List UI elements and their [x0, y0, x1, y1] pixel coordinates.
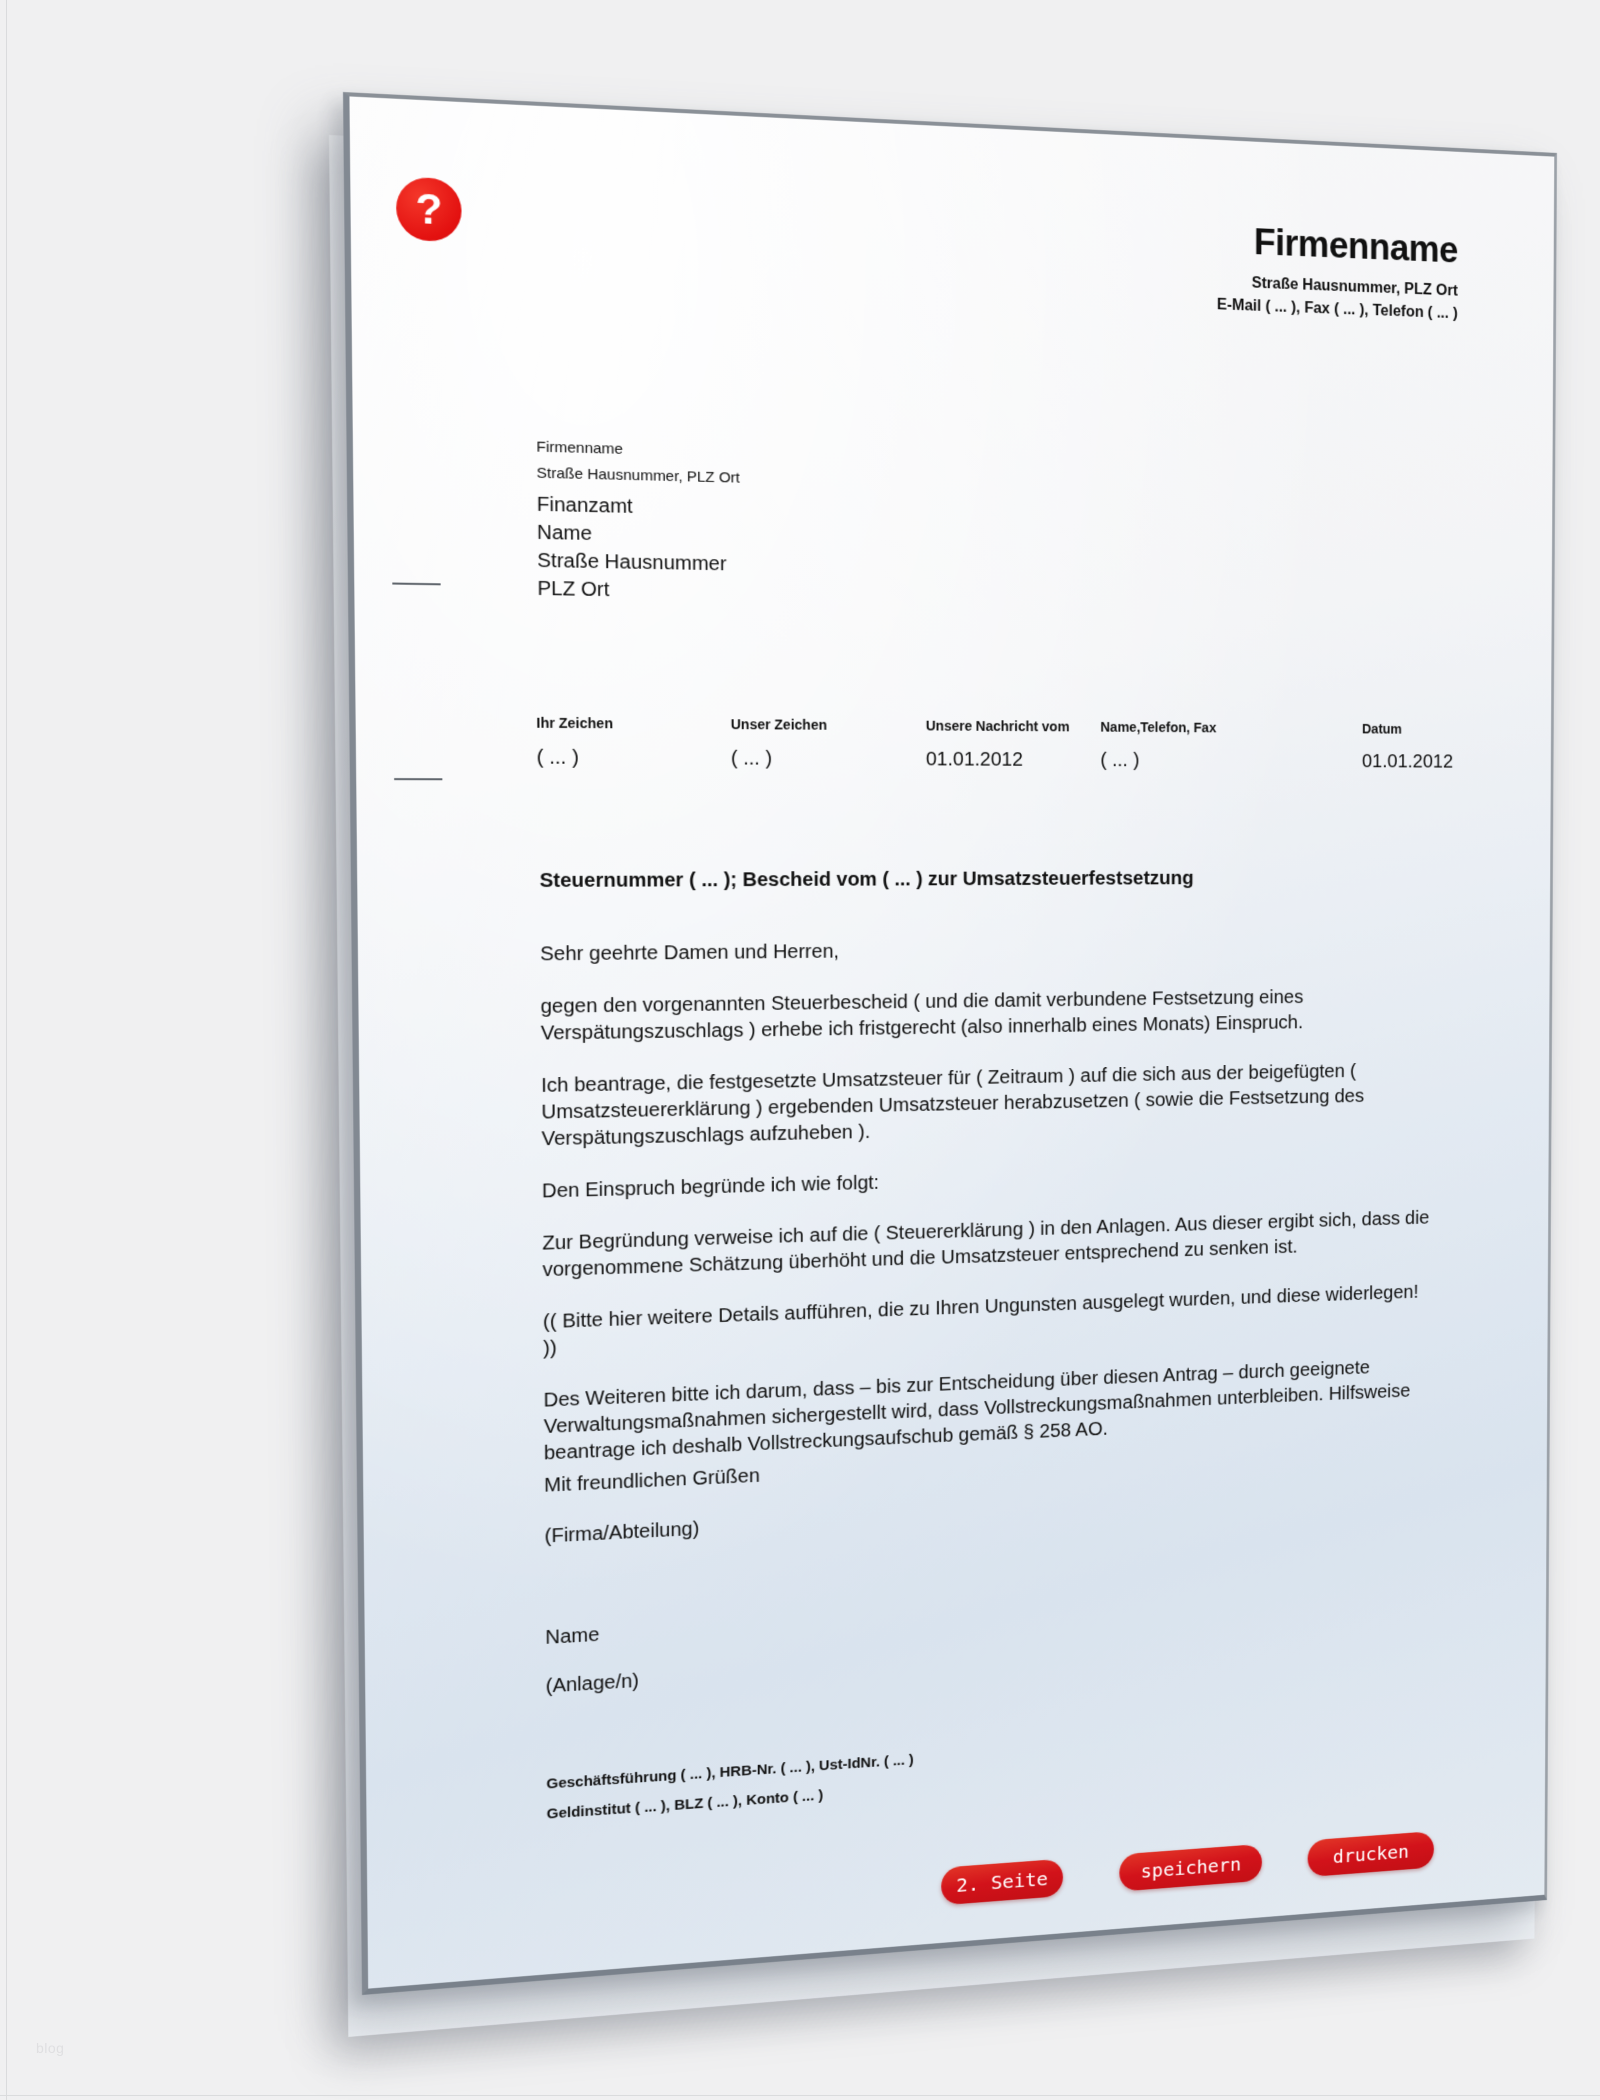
letter-body — [540, 934, 1437, 1492]
reference-line — [536, 715, 1453, 773]
signature-company: (Firma/Abteilung) — [544, 1518, 700, 1548]
ref-label: Datum — [1362, 721, 1402, 737]
signature-name: Name — [545, 1624, 600, 1649]
recipient-line: Name — [536, 521, 593, 545]
body-paragraph: (( Bitte hier weitere Details aufführen, die zu Ihren Ungunsten ausgelegt wurden, und diese widerlegen! )) — [542, 1281, 1419, 1360]
footer-line: Geldinstitut ( ... ), BLZ ( ... ), Konto ( ... ) — [546, 1787, 824, 1823]
ref-col-nachricht-vom — [926, 718, 1101, 772]
body-paragraph: Ich beantrage, die festgesetzte Umsatzsteuer für ( Zeitraum ) auf die sich aus der beigefügten ( Umsatzsteuererklärung ) ergebenden Umsatzsteuer herabzusetzen ( sowie die Festsetzung des Verspätungszuschlags aufzuheben ). — [541, 1060, 1365, 1151]
ref-label: Unsere Nachricht vom — [925, 717, 1070, 735]
letterhead-contact: E-Mail ( ... ), Fax ( ... ), Telefon ( ... ) — [1216, 296, 1458, 323]
ref-col-unser-zeichen — [731, 716, 926, 771]
subject-line: Steuernummer ( ... ); Bescheid vom ( ... ) zur Umsatzsteuerfestsetzung — [539, 868, 1194, 892]
save-button[interactable] — [1119, 1844, 1262, 1892]
sender-line: Straße Hausnummer, PLZ Ort — [536, 464, 740, 487]
recipient-line: Finanzamt — [536, 493, 633, 518]
question-mark-glyph: ? — [415, 184, 443, 234]
watermark: blog — [36, 2040, 65, 2056]
letterhead — [1217, 221, 1458, 326]
button-label: speichern — [1140, 1852, 1242, 1883]
body-paragraph: gegen den vorgenannten Steuerbescheid ( und die damit verbundene Festsetzung eines Verspätungszuschlags ) erhebe ich fristgerecht (also innerhalb eines Monats) Einspruch. — [540, 986, 1304, 1045]
sender-block — [536, 435, 740, 492]
print-button[interactable] — [1308, 1831, 1434, 1877]
ref-col-name-telefon-fax — [1100, 719, 1362, 773]
letterhead-company: Firmenname — [1253, 222, 1459, 272]
help-icon[interactable] — [396, 176, 462, 242]
button-label: drucken — [1332, 1840, 1410, 1868]
fold-mark — [392, 583, 440, 586]
body-paragraph: Des Weiteren bitte ich darum, dass – bis zur Entscheidung über diesen Antrag – durch geeignete Verwaltungsmaßnahmen sichergestellt wird, dass Vollstreckungsmaßnahmen unterbleiben. Hilfsweise beantrage ich deshalb Vollstreckungsaufschub gemäß § 258 AO. — [543, 1357, 1411, 1465]
ref-value: ( ... ) — [730, 747, 773, 770]
ref-value: ( ... ) — [1100, 749, 1140, 771]
button-label: 2. Seite — [956, 1867, 1049, 1897]
recipient-block — [537, 491, 727, 606]
body-paragraph: Den Einspruch begründe ich wie folgt: — [541, 1172, 880, 1203]
footer-line: Geschäftsführung ( ... ), HRB-Nr. ( ... ), Ust-IdNr. ( ... ) — [546, 1751, 914, 1793]
letter-footer — [546, 1745, 914, 1829]
frame-bottom-line — [0, 2095, 1600, 2096]
ref-label: Ihr Zeichen — [536, 714, 614, 732]
ref-col-datum — [1362, 721, 1453, 773]
fold-mark — [394, 778, 442, 780]
ref-value: ( ... ) — [536, 746, 579, 769]
ref-label: Unser Zeichen — [730, 716, 827, 733]
ref-value: 01.01.2012 — [925, 748, 1023, 771]
frame-left-line — [6, 0, 7, 2100]
ref-value: 01.01.2012 — [1361, 751, 1454, 773]
body-paragraph: Zur Begründung verweise ich auf die ( Steuererklärung ) in den Anlagen. Aus dieser ergibt sich, dass die vorgenommene Schätzung überhöht und die Umsatzsteuer entsprechend zu senken ist. — [542, 1207, 1430, 1282]
second-page-button[interactable] — [941, 1859, 1063, 1906]
enclosures-note: (Anlage/n) — [545, 1670, 640, 1698]
letter-page — [343, 92, 1557, 1995]
letterhead-address: Straße Hausnummer, PLZ Ort — [1251, 275, 1458, 300]
closing-formula: Mit freundlichen Grüßen — [544, 1465, 760, 1497]
salutation: Sehr geehrte Damen und Herren, — [540, 941, 840, 966]
ref-label: Name,Telefon, Fax — [1100, 719, 1217, 736]
recipient-line: Straße Hausnummer — [537, 549, 727, 576]
ref-col-ihr-zeichen — [536, 715, 731, 771]
sender-line: Firmenname — [536, 438, 624, 458]
recipient-line: PLZ Ort — [537, 577, 610, 602]
